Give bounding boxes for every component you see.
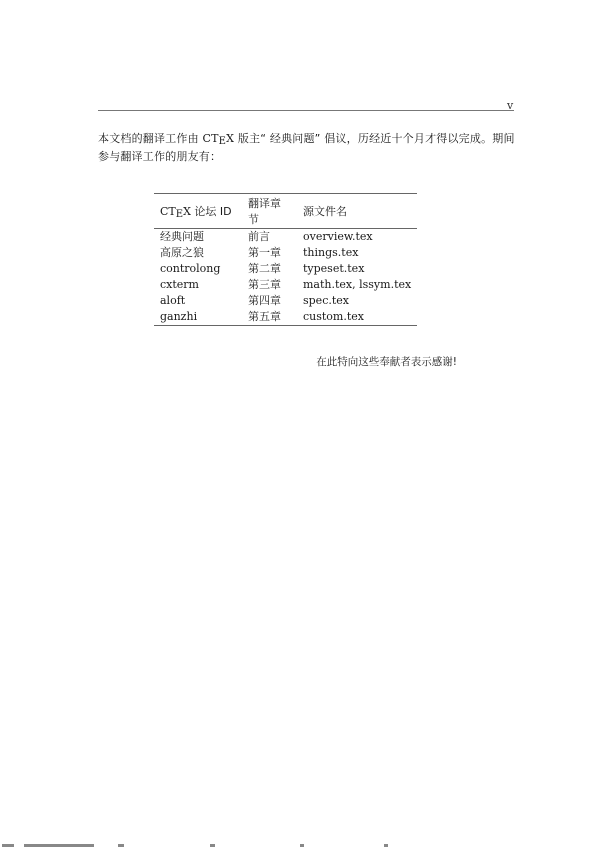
credits-table [154, 193, 417, 326]
cell-chapter: 第二章 [248, 262, 281, 275]
table-row [154, 293, 417, 309]
cell-forum-id: cxterm [160, 278, 199, 291]
thanks-note: 在此特向这些奉献者表示感谢! [316, 356, 457, 368]
cropped-footer-text [0, 842, 600, 851]
cell-source-file: math.tex, lssym.tex [303, 278, 412, 291]
header-forum-id-suffix: 论坛 ID [190, 205, 232, 218]
table-row [154, 261, 417, 277]
cell-source-file: overview.tex [303, 230, 373, 243]
ctex-logo-x: X [226, 132, 235, 145]
footer-fragment-mark [2, 844, 14, 847]
intro-text-part1: 本文档的翻译工作由 [98, 132, 203, 145]
header-rule [98, 110, 514, 111]
cell-source-file: typeset.tex [303, 262, 365, 275]
ctex-logo-ct: CT [202, 132, 219, 145]
header-chapter: 翻译章节 [242, 194, 297, 229]
table-header-row [154, 194, 417, 229]
cell-forum-id: controlong [160, 262, 221, 275]
table-row [154, 229, 417, 246]
cell-source-file: custom.tex [303, 310, 364, 323]
cell-chapter: 第一章 [248, 246, 281, 259]
cell-chapter: 第五章 [248, 310, 281, 323]
intro-paragraph [98, 130, 518, 165]
footer-fragment-mark [384, 844, 388, 847]
header-forum-id [154, 194, 242, 229]
table-row [154, 245, 417, 261]
page-number: v [507, 99, 514, 112]
cell-forum-id: aloft [160, 294, 186, 307]
cell-source-file: spec.tex [303, 294, 349, 307]
footer-fragment-mark [210, 844, 215, 847]
header-ctex-e: E [175, 209, 184, 220]
cell-chapter: 前言 [248, 230, 270, 243]
ctex-logo [203, 132, 235, 145]
footer-fragment-mark [24, 844, 94, 847]
ctex-logo-e: E [218, 136, 227, 147]
intro-text-part2: 版主“ 经典问题” 倡议，历经近十个月才得以完成。期间参与翻译工作的朋友有： [98, 132, 515, 163]
footer-fragment-mark [118, 844, 124, 847]
cell-chapter: 第四章 [248, 294, 281, 307]
cell-chapter: 第三章 [248, 278, 281, 291]
header-source-file: 源文件名 [297, 194, 417, 229]
cell-forum-id: 经典问题 [160, 230, 204, 243]
cell-forum-id: 高原之狼 [160, 246, 204, 259]
header-ctex-ct: CT [160, 205, 176, 218]
cell-forum-id: ganzhi [160, 310, 198, 323]
table-row [154, 309, 417, 326]
cell-source-file: things.tex [303, 246, 359, 259]
footer-fragment-mark [300, 844, 304, 847]
header-ctex-x: X [183, 205, 191, 218]
table-row [154, 277, 417, 293]
